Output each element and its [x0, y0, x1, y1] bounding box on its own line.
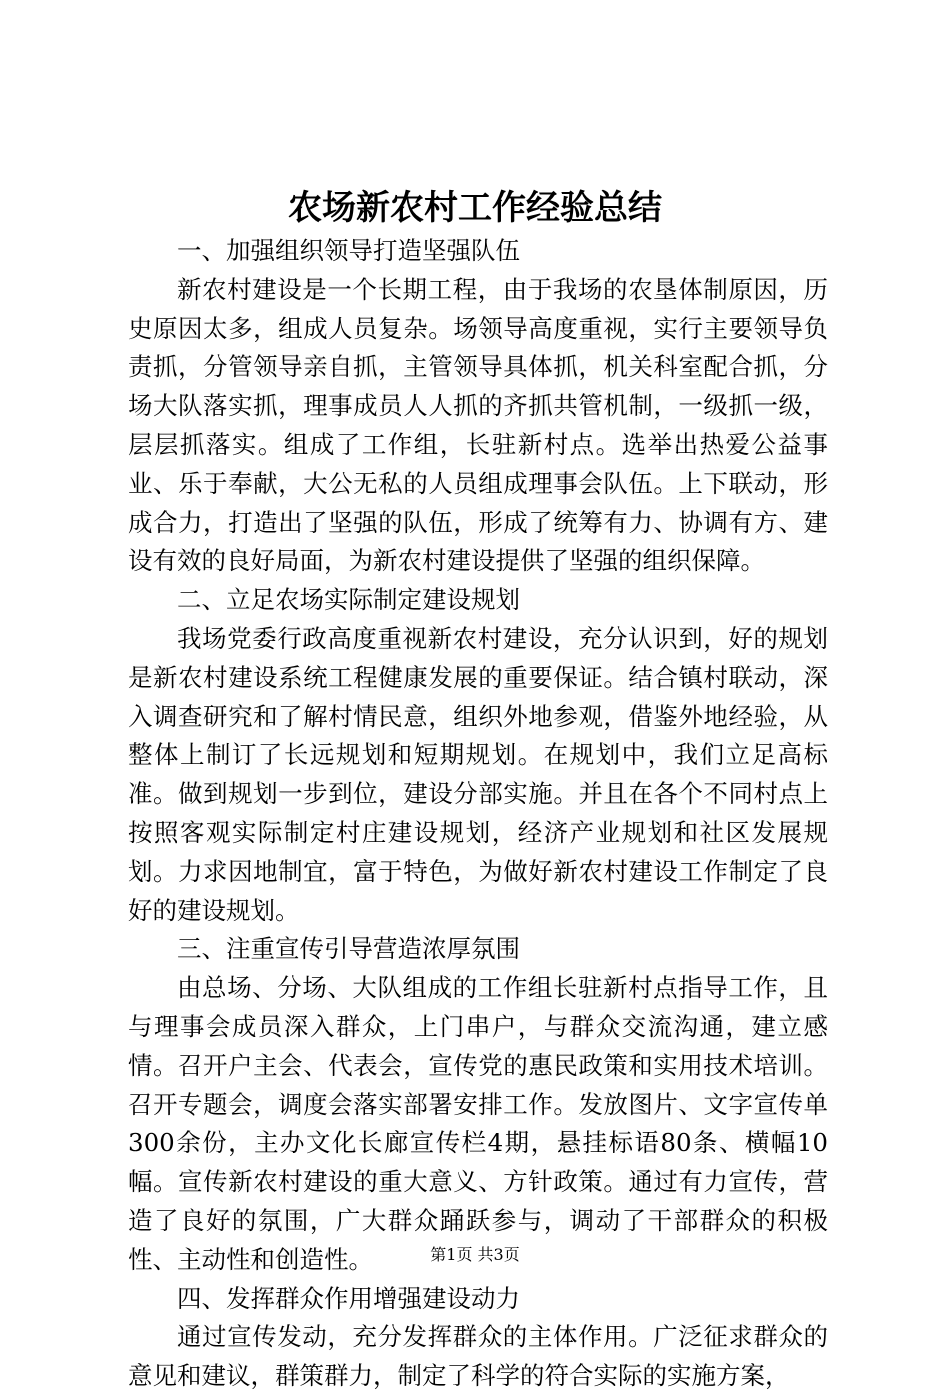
section-paragraph-3: 由总场、分场、大队组成的工作组长驻新村点指导工作，且与理事会成员深入群众，上门串户，与群众交流沟通，建立感情。召开户主会、代表会，宣传党的惠民政策和实用技术培训。召开专题会，调度会落实部署安排工作。发放图片、文字宣传单300余份，主办文化长廊宣传栏4期，悬挂标语80条、横幅10幅。宣传新农村建设的重大意义、方针政策。通过有力宣传，营造了良好的氛围，广大群众踊跃参与，调动了干部群众的积极性、主动性和创造性。 — [128, 973, 828, 1274]
section-heading-4: 四、发挥群众作用增强建设动力 — [177, 1283, 520, 1313]
document-body — [128, 232, 828, 1396]
section-heading-3: 三、注重宣传引导营造浓厚氛围 — [177, 934, 520, 964]
section-heading-2: 二、立足农场实际制定建设规划 — [177, 585, 520, 615]
section-paragraph-2: 我场党委行政高度重视新农村建设，充分认识到，好的规划是新农村建设系统工程健康发展的重要保证。结合镇村联动，深入调查研究和了解村情民意，组织外地参观，借鉴外地经验，从整体上制订了长远规划和短期规划。在规划中，我们立足高标准。做到规划一步到位，建设分部实施。并且在各个不同村点上按照客观实际制定村庄建设规划，经济产业规划和社区发展规划。力求因地制宜，富于特色，为做好新农村建设工作制定了良好的建设规划。 — [128, 623, 828, 925]
section-heading-1: 一、加强组织领导打造坚强队伍 — [177, 236, 520, 265]
section-paragraph-1: 新农村建设是一个长期工程，由于我场的农垦体制原因，历史原因太多，组成人员复杂。场领导高度重视，实行主要领导负责抓，分管领导亲自抓，主管领导具体抓，机关科室配合抓，分场大队落实抓，理事成员人人抓的齐抓共管机制，一级抓一级，层层抓落实。组成了工作组，长驻新村点。选举出热爱公益事业、乐于奉献，大公无私的人员组成理事会队伍。上下联动，形成合力，打造出了坚强的队伍，形成了统筹有力、协调有方、建设有效的良好局面，为新农村建设提供了坚强的组织保障。 — [128, 274, 828, 576]
document-title: 农场新农村工作经验总结 — [288, 188, 662, 228]
section-paragraph-4: 通过宣传发动，充分发挥群众的主体作用。广泛征求群众的意见和建议，群策群力，制定了科学的符合实际的实施方案， — [128, 1322, 828, 1391]
page-number-footer: 第1页 共3页 — [430, 1245, 520, 1264]
